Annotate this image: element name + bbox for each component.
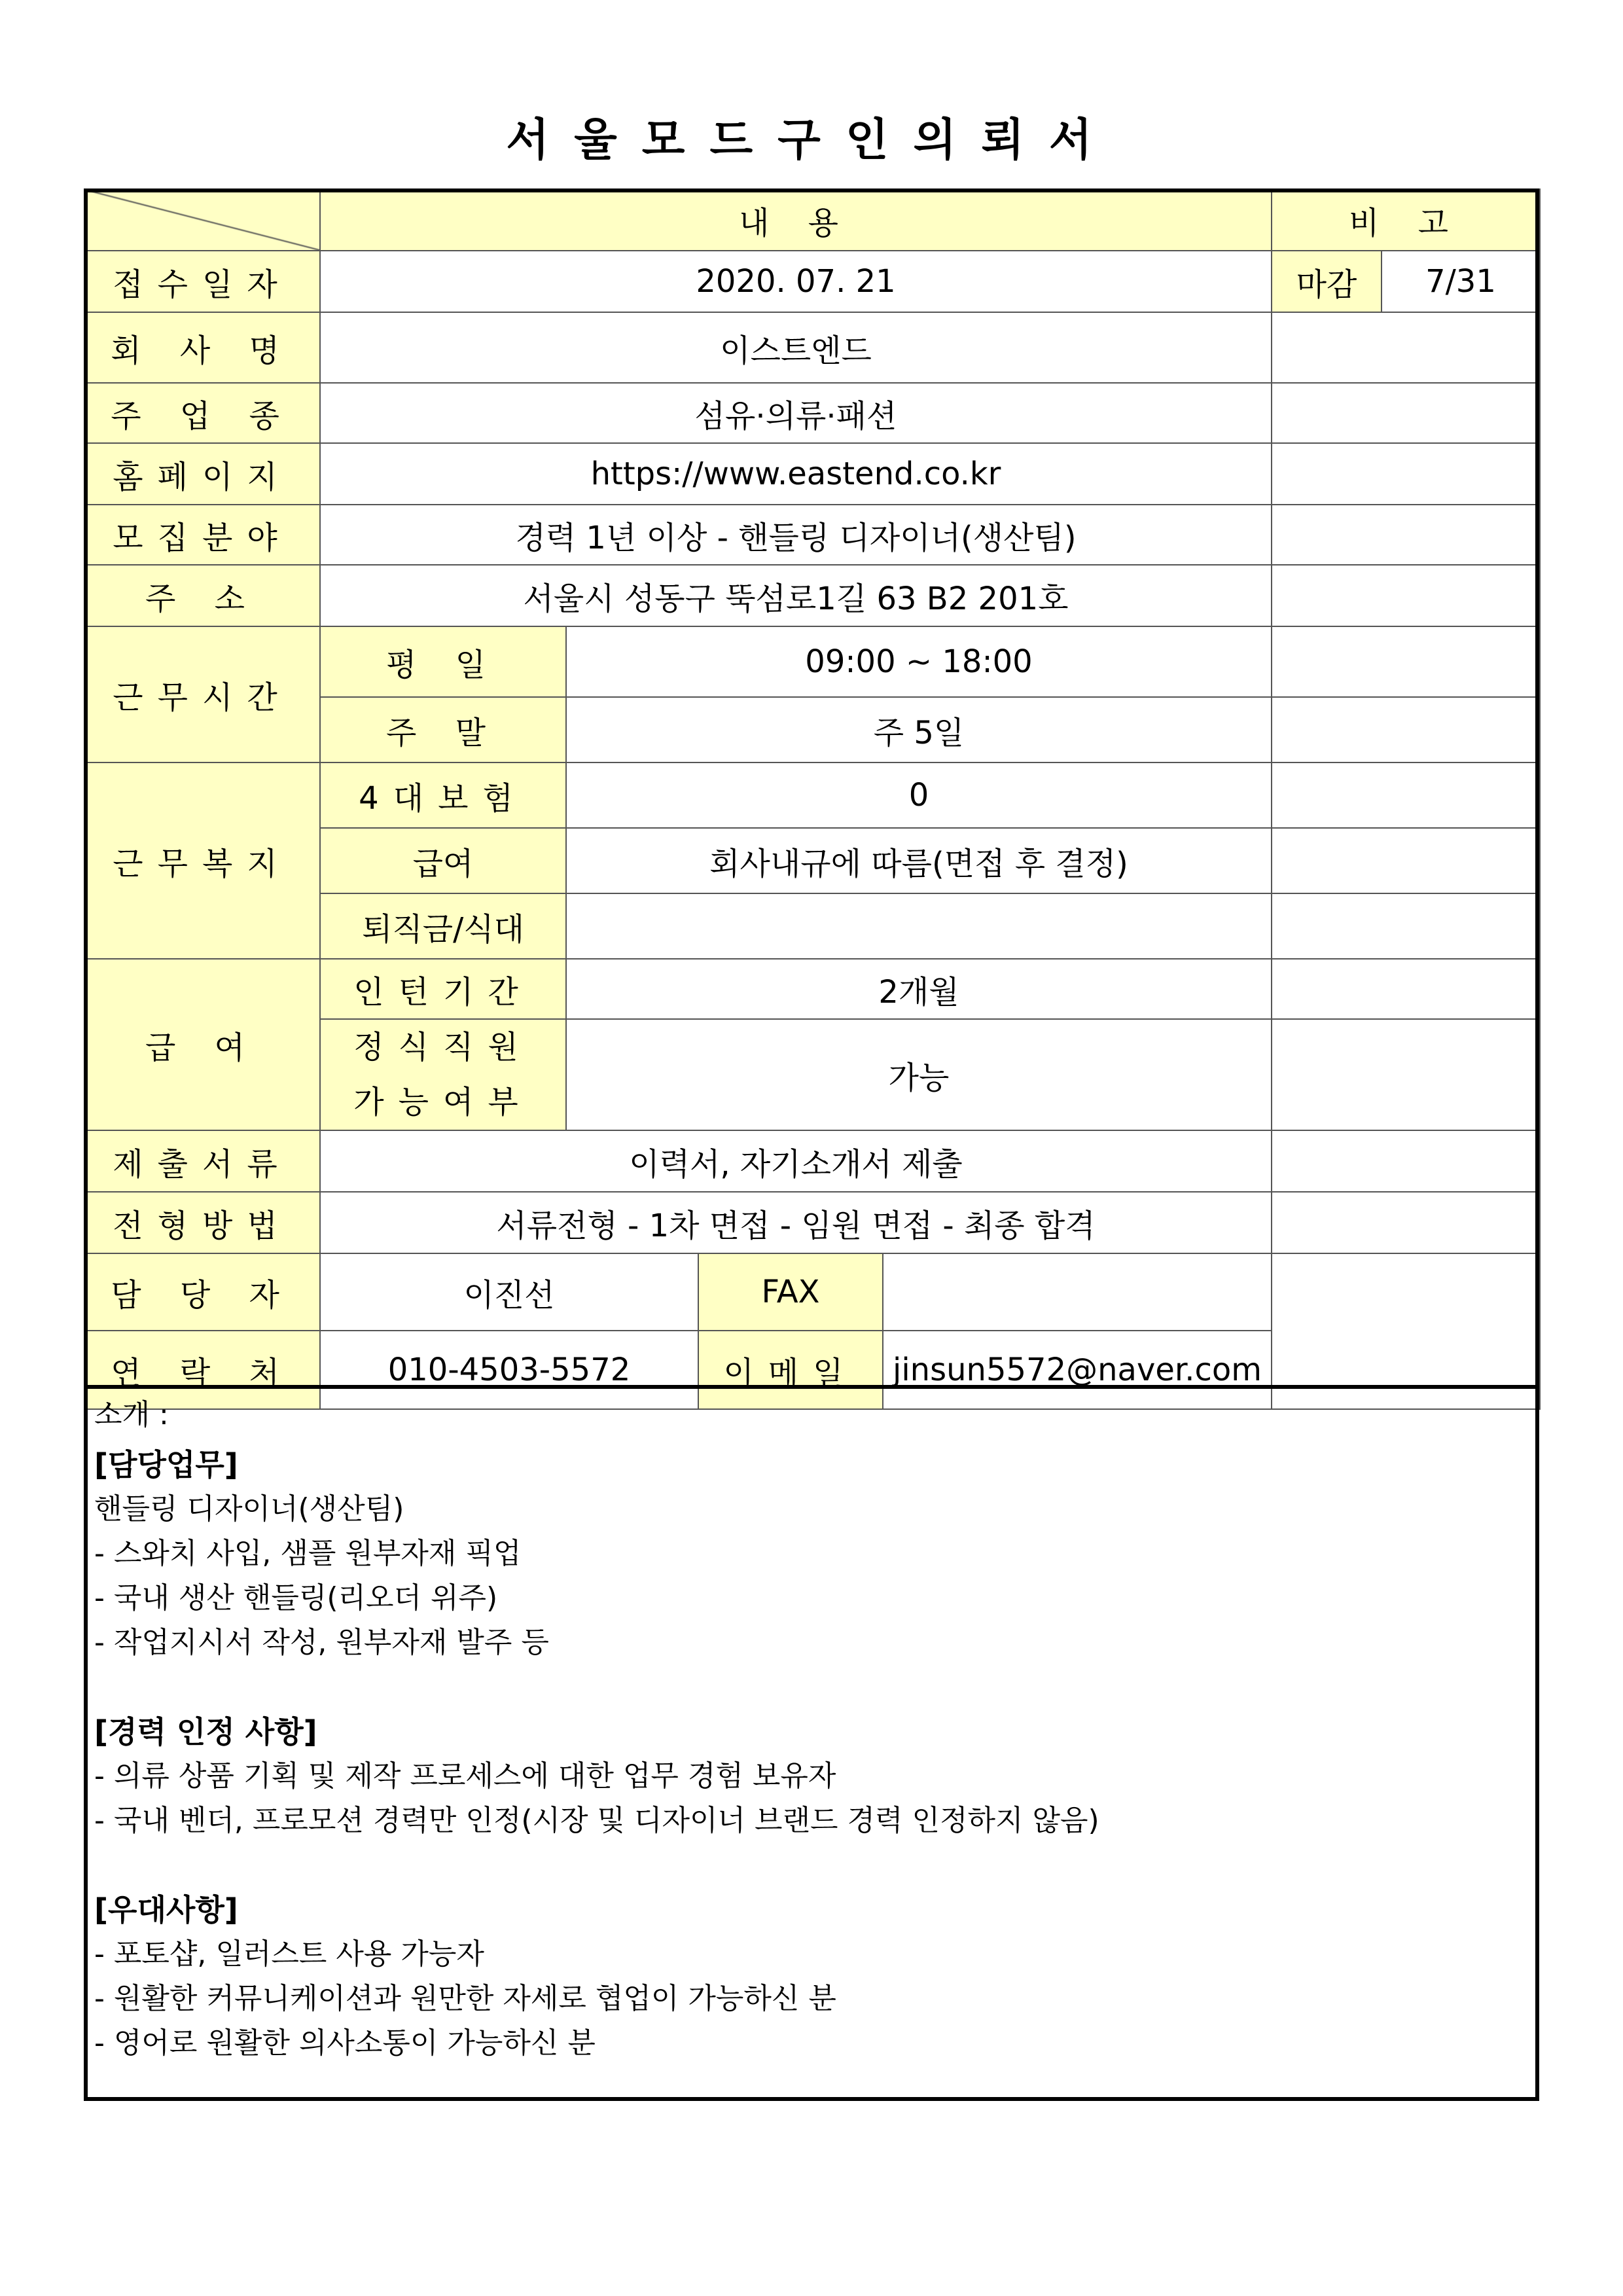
homepage-value[interactable]: https://www.eastend.co.kr	[320, 443, 1272, 505]
header-content: 내 용	[320, 189, 1272, 251]
job-request-form	[84, 188, 1541, 1410]
deadline-label: 마감	[1272, 251, 1382, 312]
documents-note	[1272, 1130, 1540, 1192]
intern-value: 2개월	[566, 959, 1272, 1019]
documents-label: 제출서류	[84, 1130, 320, 1192]
weekend-note	[1272, 697, 1540, 762]
industry-note	[1272, 383, 1540, 443]
homepage-label: 홈페이지	[84, 443, 320, 505]
address-label: 주 소	[84, 565, 320, 626]
process-note	[1272, 1192, 1540, 1253]
corner-diagonal-cell	[84, 189, 320, 251]
career-line: - 국내 벤더, 프로모션 경력만 인정(시장 및 디자이너 브랜드 경력 인정하지 않음)	[94, 1804, 1099, 1837]
insurance-value: 0	[566, 762, 1272, 828]
fax-label: FAX	[698, 1253, 883, 1331]
severance-note	[1272, 893, 1540, 959]
pay-note	[1272, 828, 1540, 893]
regular-label-line-2: 가능여부	[353, 1084, 533, 1121]
phone-value: 010-4503-5572	[320, 1331, 698, 1409]
duties-line: - 스와치 사입, 샘플 원부자재 픽업	[94, 1537, 522, 1570]
process-value: 서류전형 - 1차 면접 - 임원 면접 - 최종 합격	[320, 1192, 1272, 1253]
severance-value	[566, 893, 1272, 959]
header-note: 비 고	[1272, 189, 1540, 251]
company-note	[1272, 312, 1540, 383]
hours-label: 근무시간	[84, 626, 320, 762]
fax-value	[883, 1253, 1272, 1331]
company-value: 이스트엔드	[320, 312, 1272, 383]
severance-label: 퇴직금/식대	[320, 893, 566, 959]
intro-label: 소개 :	[94, 1398, 169, 1431]
duties-line: - 작업지시서 작성, 원부자재 발주 등	[94, 1626, 549, 1659]
field-label: 모집분야	[84, 505, 320, 565]
deadline-value: 7/31	[1382, 251, 1540, 312]
field-value: 경력 1년 이상 - 핸들링 디자이너(생산팀)	[320, 505, 1272, 565]
date-label: 접수일자	[84, 251, 320, 312]
pay-label: 급여	[320, 828, 566, 893]
documents-value: 이력서, 자기소개서 제출	[320, 1130, 1272, 1192]
address-note	[1272, 565, 1540, 626]
insurance-note	[1272, 762, 1540, 828]
regular-value: 가능	[566, 1019, 1272, 1130]
salary-label: 급 여	[84, 959, 320, 1130]
contact-label: 연 락 처	[84, 1331, 320, 1409]
address-value: 서울시 성동구 뚝섬로1길 63 B2 201호	[320, 565, 1272, 626]
industry-value: 섬유·의류·패션	[320, 383, 1272, 443]
career-line: - 의류 상품 기획 및 제작 프로세스에 대한 업무 경험 보유자	[94, 1759, 836, 1793]
contact-person-label: 담 당 자	[84, 1253, 320, 1331]
intern-note	[1272, 959, 1540, 1019]
field-note	[1272, 505, 1540, 565]
contact-note	[1272, 1253, 1540, 1409]
regular-label	[320, 1019, 566, 1130]
preference-line: - 포토샵, 일러스트 사용 가능자	[94, 1937, 484, 1971]
pay-value: 회사내규에 따름(면접 후 결정)	[566, 828, 1272, 893]
duties-line: 핸들링 디자이너(생산팀)	[94, 1492, 404, 1526]
preference-line: - 원활한 커뮤니케이션과 원만한 자세로 협업이 가능하신 분	[94, 1982, 836, 2015]
weekday-label: 평 일	[320, 626, 566, 697]
page-title: 서울모드구인의뢰서	[506, 115, 1117, 166]
weekend-label: 주 말	[320, 697, 566, 762]
company-label: 회 사 명	[84, 312, 320, 383]
contact-person-value: 이진선	[320, 1253, 698, 1331]
career-heading: [경력 인정 사항]	[94, 1714, 317, 1749]
weekend-value: 주 5일	[566, 697, 1272, 762]
regular-note	[1272, 1019, 1540, 1130]
intern-label: 인턴기간	[320, 959, 566, 1019]
homepage-note	[1272, 443, 1540, 505]
weekday-value: 09:00 ~ 18:00	[566, 626, 1272, 697]
duties-line: - 국내 생산 핸들링(리오더 위주)	[94, 1581, 498, 1615]
welfare-label: 근무복지	[84, 762, 320, 959]
process-label: 전형방법	[84, 1192, 320, 1253]
email-value[interactable]: jinsun5572@naver.com	[883, 1331, 1272, 1409]
insurance-label: 4대보험	[320, 762, 566, 828]
intro-section	[84, 1388, 1539, 2101]
industry-label: 주 업 종	[84, 383, 320, 443]
preference-line: - 영어로 원활한 의사소통이 가능하신 분	[94, 2026, 596, 2060]
weekday-note	[1272, 626, 1540, 697]
regular-label-line-1: 정식직원	[353, 1029, 533, 1066]
email-label: 이메일	[698, 1331, 883, 1409]
duties-heading: [담당업무]	[94, 1447, 238, 1482]
date-value: 2020. 07. 21	[320, 251, 1272, 312]
preference-heading: [우대사항]	[94, 1892, 238, 1928]
